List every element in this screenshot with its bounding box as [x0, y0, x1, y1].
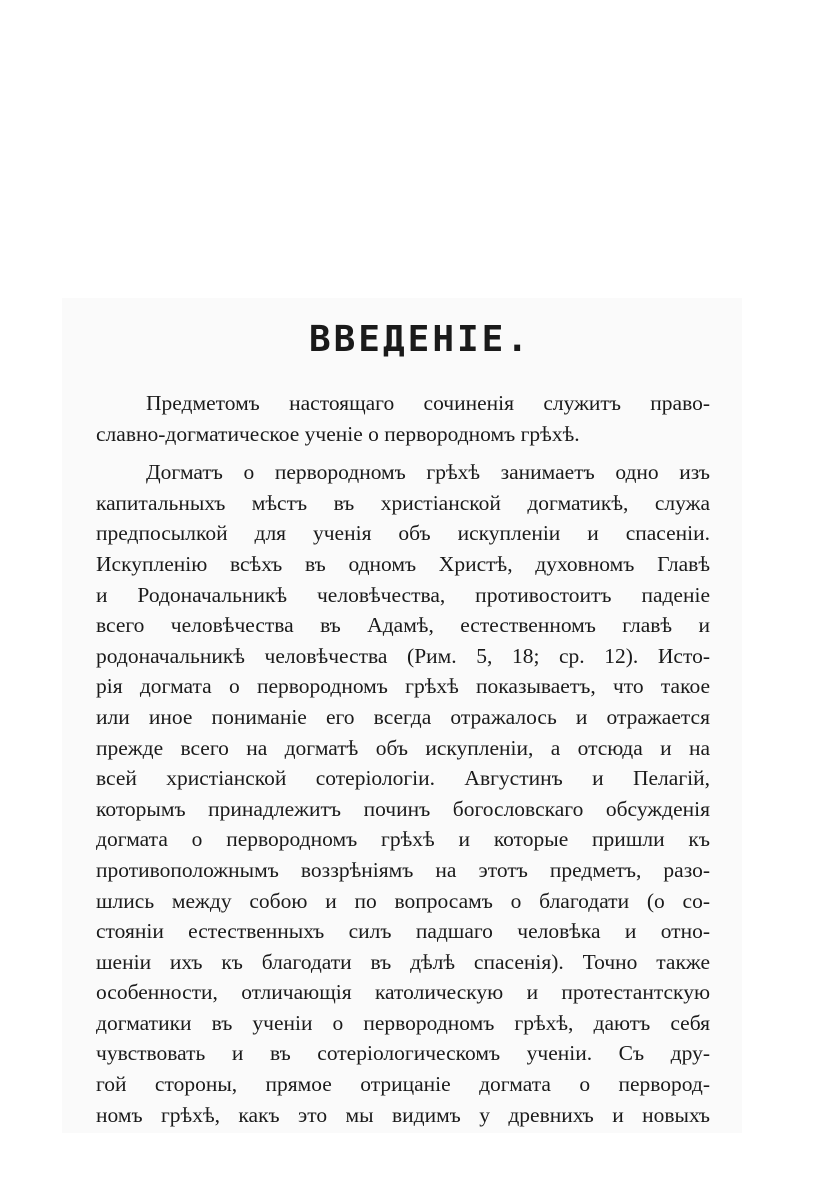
body-text [96, 388, 710, 1138]
text-line: номъ грѣхѣ, какъ это мы видимъ у древнихъ и новыхъ [96, 1102, 710, 1127]
text-line: догматики въ ученіи о первородномъ грѣхѣ, даютъ себя [96, 1010, 710, 1035]
paragraph [96, 457, 710, 1130]
text-line: рія догмата о первородномъ грѣхѣ показываетъ, что такое [96, 674, 710, 699]
text-line: родоначальникѣ человѣчества (Рим. 5, 18; ср. 12). Исто- [96, 643, 710, 668]
text-line: Искупленію всѣхъ въ одномъ Христѣ, духовномъ Главѣ [96, 551, 710, 576]
text-line: капитальныхъ мѣстъ въ христіанской догматикѣ, служа [96, 490, 710, 515]
text-line: стояніи естественныхъ силъ падшаго человѣка и отно- [96, 919, 710, 944]
text-line: особенности, отличающія католическую и протестантскую [96, 980, 710, 1005]
text-line: славно-догматическое ученіе о первородномъ грѣхѣ. [96, 421, 580, 446]
text-line: шеніи ихъ къ благодати въ дѣлѣ спасенія). Точно также [96, 949, 710, 974]
text-line: предпосылкой для ученія объ искупленіи и спасеніи. [96, 521, 710, 546]
text-line: Догматъ о первородномъ грѣхѣ занимаетъ одно изъ [146, 460, 710, 485]
text-line: или иное пониманіе его всегда отражалось и отражается [96, 704, 710, 729]
text-line: прежде всего на догматѣ объ искупленіи, а отсюда и на [96, 735, 710, 760]
text-line: чувствовать и въ сотеріологическомъ ученіи. Съ дру- [96, 1041, 710, 1066]
text-line: противоположнымъ воззрѣніямъ на этотъ предметъ, разо- [96, 857, 710, 882]
text-line: и Родоначальникѣ человѣчества, противостоитъ паденіе [96, 582, 710, 607]
page-title: ВВЕДЕНІЕ. [308, 319, 532, 360]
text-line: которымъ принадлежитъ починъ богословскаго обсужденія [96, 796, 710, 821]
paragraph [96, 388, 710, 449]
text-line: Предметомъ настоящаго сочиненія служитъ право- [146, 391, 710, 415]
text-line: всей христіанской сотеріологіи. Августинъ и Пелагій, [96, 766, 710, 791]
text-line: догмата о первородномъ грѣхѣ и которые пришли къ [96, 827, 710, 852]
text-line: гой стороны, прямое отрицаніе догмата о первород- [96, 1072, 710, 1097]
text-line: всего человѣчества въ Адамѣ, естественномъ главѣ и [96, 613, 710, 638]
text-line: шлись между собою и по вопросамъ о благодати (о со- [96, 888, 710, 913]
